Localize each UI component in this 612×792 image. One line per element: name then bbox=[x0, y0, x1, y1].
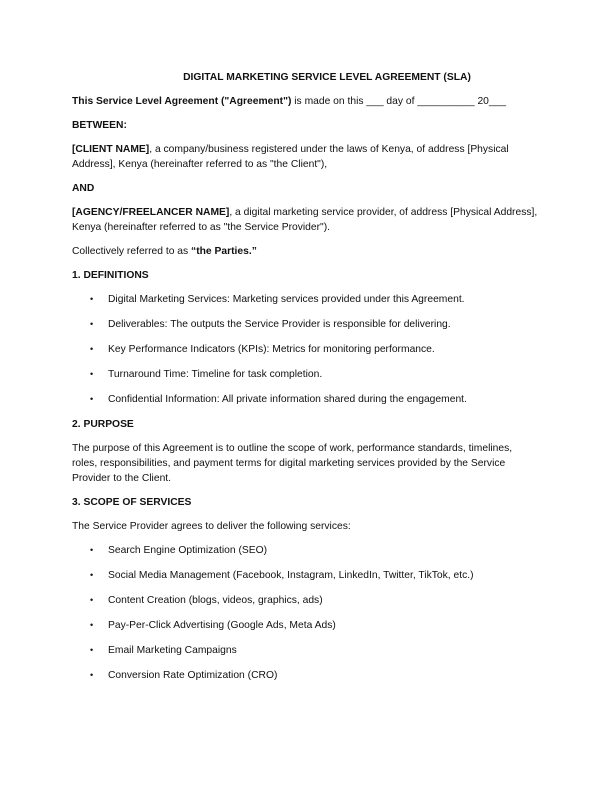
client-name-placeholder: [CLIENT NAME] bbox=[72, 144, 150, 155]
list-item bbox=[72, 317, 540, 332]
bullet-icon: • bbox=[90, 595, 94, 605]
list-item-text: Email Marketing Campaigns bbox=[108, 645, 237, 656]
bullet-icon: • bbox=[90, 545, 94, 555]
list-item bbox=[72, 593, 540, 608]
definitions-list bbox=[72, 292, 540, 407]
list-item-text: Deliverables: The outputs the Service Provider is responsible for delivering. bbox=[108, 319, 451, 330]
bullet-icon: • bbox=[90, 670, 94, 680]
list-item bbox=[72, 543, 540, 558]
intro-paragraph bbox=[72, 94, 540, 109]
bullet-icon: • bbox=[90, 620, 94, 630]
list-item-text: Social Media Management (Facebook, Instagram, LinkedIn, Twitter, TikTok, etc.) bbox=[108, 570, 474, 581]
list-item bbox=[72, 568, 540, 583]
list-item-text: Confidential Information: All private information shared during the engagement. bbox=[108, 394, 467, 405]
list-item-text: Digital Marketing Services: Marketing services provided under this Agreement. bbox=[108, 294, 465, 305]
collective-text: Collectively referred to as bbox=[72, 246, 192, 257]
between-label: BETWEEN: bbox=[72, 120, 127, 131]
list-item bbox=[72, 342, 540, 357]
list-item bbox=[72, 668, 540, 683]
client-paragraph bbox=[72, 142, 540, 172]
purpose-paragraph: The purpose of this Agreement is to outline the scope of work, performance standards, timelines, roles, responsibilities, and payment terms for digital marketing services provided by the Service Provider to the Client. bbox=[72, 443, 513, 484]
bullet-icon: • bbox=[90, 369, 94, 379]
section-heading-scope: 3. SCOPE OF SERVICES bbox=[72, 497, 192, 508]
bullet-icon: • bbox=[90, 319, 94, 329]
agency-description: , a digital marketing service provider, of address [Physical Address], Kenya (hereinafter referred to as "the Service Provider"). bbox=[72, 207, 538, 233]
list-item bbox=[72, 392, 540, 407]
section-heading-definitions: 1. DEFINITIONS bbox=[72, 270, 149, 281]
services-list bbox=[72, 543, 540, 683]
list-item-text: Key Performance Indicators (KPIs): Metrics for monitoring performance. bbox=[108, 344, 435, 355]
intro-rest-text: is made on this ___ day of __________ 20___ bbox=[291, 96, 507, 107]
bullet-icon: • bbox=[90, 394, 94, 404]
list-item-text: Search Engine Optimization (SEO) bbox=[108, 545, 268, 556]
agency-name-placeholder: [AGENCY/FREELANCER NAME] bbox=[72, 207, 230, 218]
document-title: DIGITAL MARKETING SERVICE LEVEL AGREEMENT (SLA) bbox=[183, 72, 471, 83]
intro-bold-text: This Service Level Agreement ("Agreement") bbox=[72, 96, 292, 107]
bullet-icon: • bbox=[90, 294, 94, 304]
bullet-icon: • bbox=[90, 570, 94, 580]
collective-bold: “the Parties.” bbox=[191, 246, 257, 257]
collective-paragraph bbox=[72, 244, 540, 259]
list-item-text: Turnaround Time: Timeline for task completion. bbox=[108, 369, 323, 380]
list-item bbox=[72, 367, 540, 382]
section-heading-purpose: 2. PURPOSE bbox=[72, 419, 134, 430]
list-item-text: Conversion Rate Optimization (CRO) bbox=[108, 670, 278, 681]
list-item-text: Pay-Per-Click Advertising (Google Ads, Meta Ads) bbox=[108, 620, 336, 631]
list-item bbox=[72, 643, 540, 658]
bullet-icon: • bbox=[90, 645, 94, 655]
list-item bbox=[72, 618, 540, 633]
list-item-text: Content Creation (blogs, videos, graphics, ads) bbox=[108, 595, 323, 606]
scope-intro: The Service Provider agrees to deliver the following services: bbox=[72, 521, 351, 532]
and-label: AND bbox=[72, 183, 95, 194]
list-item bbox=[72, 292, 540, 307]
client-description: , a company/business registered under the laws of Kenya, of address [Physical Address], Kenya (hereinafter referred to as "the Client"), bbox=[72, 144, 509, 170]
bullet-icon: • bbox=[90, 344, 94, 354]
agency-paragraph bbox=[72, 205, 540, 235]
